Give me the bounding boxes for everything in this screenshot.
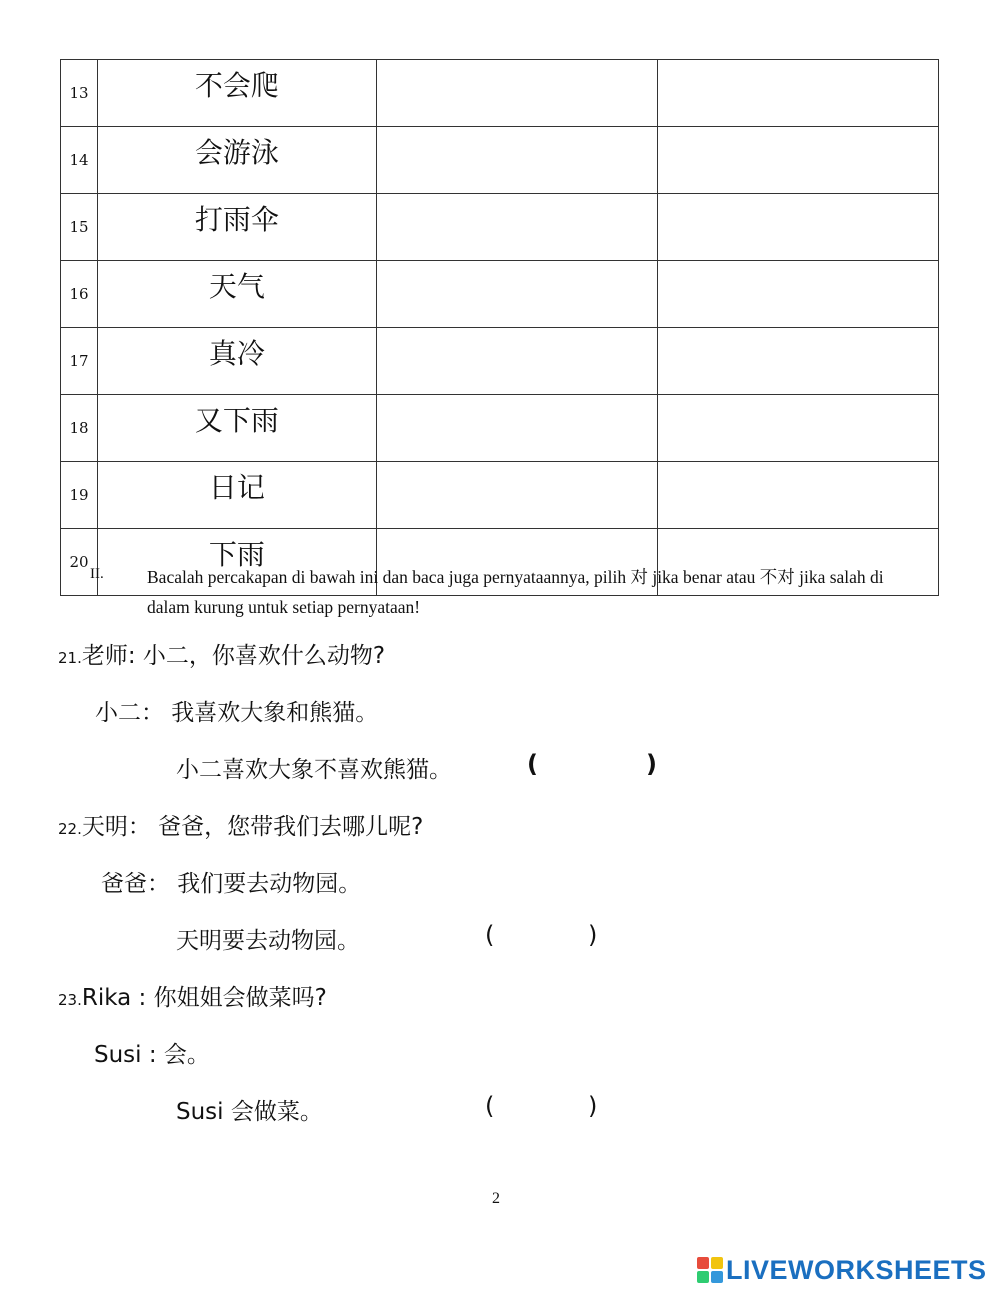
row-number: 16 — [61, 261, 98, 328]
table-row — [61, 462, 939, 529]
answer-cell-1[interactable] — [376, 395, 657, 462]
page-number: 2 — [492, 1190, 500, 1207]
table-row — [61, 60, 939, 127]
logo-block — [697, 1271, 709, 1283]
q23-answer-open[interactable]: ( — [485, 1092, 495, 1120]
row-number: 17 — [61, 328, 98, 395]
vocab-word: 不会爬 — [97, 60, 376, 127]
table-row — [61, 328, 939, 395]
question-number: 21. — [58, 649, 82, 667]
vocab-word: 会游泳 — [97, 127, 376, 194]
question-number: 22. — [58, 820, 82, 838]
q22-line1: 22.天明： 爸爸，您带我们去哪儿呢? — [58, 814, 424, 840]
q23-line1: 23.Rika : 你姐姐会做菜吗? — [58, 985, 327, 1011]
answer-cell-2[interactable] — [657, 328, 938, 395]
table-row — [61, 395, 939, 462]
logo-blocks-icon — [697, 1257, 723, 1283]
q23-statement: Susi 会做菜。 — [176, 1099, 323, 1125]
row-number: 15 — [61, 194, 98, 261]
table-row — [61, 194, 939, 261]
q21-answer-open[interactable]: ( — [527, 750, 538, 778]
answer-cell-2[interactable] — [657, 261, 938, 328]
q22-answer-close[interactable]: ) — [588, 921, 598, 949]
row-number: 18 — [61, 395, 98, 462]
vocabulary-table — [60, 59, 939, 596]
liveworksheets-logo[interactable] — [697, 1256, 987, 1284]
answer-cell-2[interactable] — [657, 60, 938, 127]
logo-block — [711, 1257, 723, 1269]
answer-cell-1[interactable] — [376, 194, 657, 261]
q23-line2: Susi : 会。 — [94, 1042, 210, 1068]
vocab-word: 下雨 — [97, 529, 376, 596]
section-number: II. — [90, 566, 104, 582]
row-number: 20 — [61, 529, 98, 596]
table-row — [61, 261, 939, 328]
row-number: 13 — [61, 60, 98, 127]
q22-answer-open[interactable]: ( — [485, 921, 495, 949]
q22-statement: 天明要去动物园。 — [176, 928, 360, 954]
answer-cell-1[interactable] — [376, 60, 657, 127]
q22-line2: 爸爸： 我们要去动物园。 — [101, 871, 362, 897]
answer-cell-2[interactable] — [657, 395, 938, 462]
logo-block — [711, 1271, 723, 1283]
vocab-word: 天气 — [97, 261, 376, 328]
answer-cell-1[interactable] — [376, 462, 657, 529]
vocab-word: 真冷 — [97, 328, 376, 395]
q21-statement: 小二喜欢大象不喜欢熊猫。 — [176, 757, 452, 783]
q21-line1: 21.老师: 小二，你喜欢什么动物? — [58, 643, 386, 669]
vocab-word: 又下雨 — [97, 395, 376, 462]
question-number: 23. — [58, 991, 82, 1009]
logo-block — [697, 1257, 709, 1269]
row-number: 14 — [61, 127, 98, 194]
vocab-word: 日记 — [97, 462, 376, 529]
answer-cell-2[interactable] — [657, 194, 938, 261]
vocab-word: 打雨伞 — [97, 194, 376, 261]
row-number: 19 — [61, 462, 98, 529]
answer-cell-1[interactable] — [376, 328, 657, 395]
q21-line2: 小二： 我喜欢大象和熊猫。 — [95, 700, 379, 726]
section-instruction: Bacalah percakapan di bawah ini dan baca juga pernyataannya, pilih 对 jika benar atau 不对 jika salah di dalam kurung untuk setiap pernyataan! — [147, 567, 884, 617]
table-row — [61, 127, 939, 194]
answer-cell-1[interactable] — [376, 261, 657, 328]
q23-answer-close[interactable]: ) — [588, 1092, 598, 1120]
answer-cell-2[interactable] — [657, 462, 938, 529]
logo-text: LIVEWORKSHEETS — [726, 1254, 987, 1285]
answer-cell-2[interactable] — [657, 127, 938, 194]
q21-answer-close[interactable]: ) — [646, 750, 657, 778]
answer-cell-1[interactable] — [376, 127, 657, 194]
